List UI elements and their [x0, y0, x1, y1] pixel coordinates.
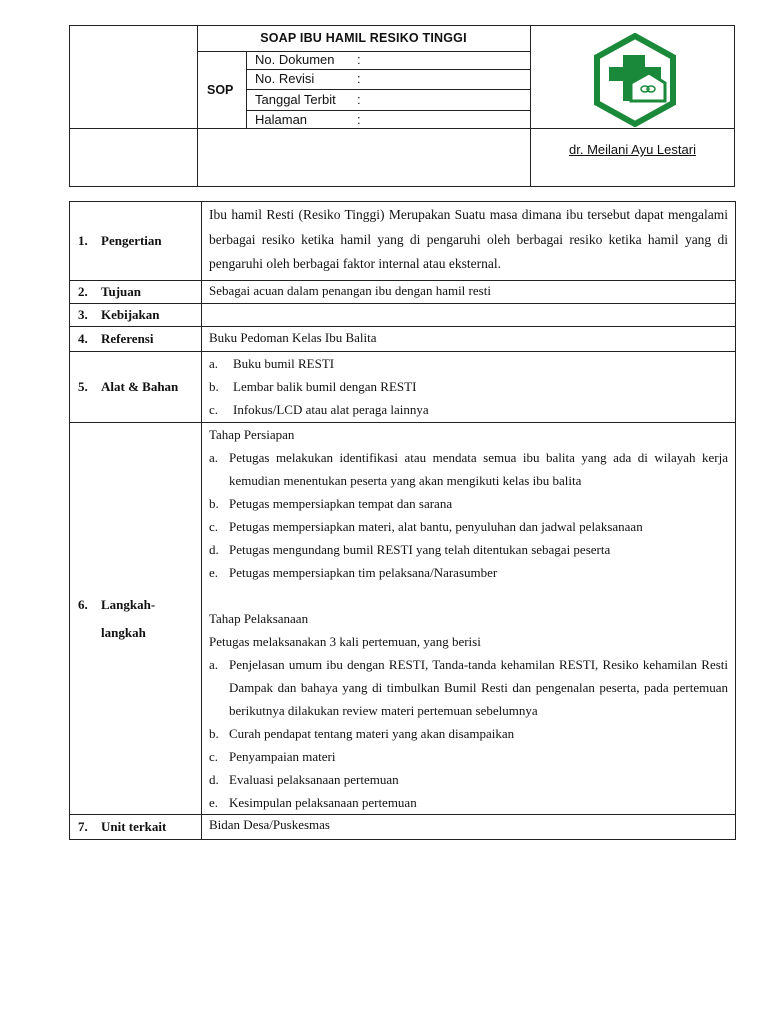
table-row — [70, 304, 736, 327]
row-label-cell — [70, 202, 202, 281]
table-row — [70, 281, 736, 304]
row-label-cell — [70, 327, 202, 352]
row-label: Unit terkait — [101, 819, 167, 834]
section-intro: Petugas melaksanakan 3 kali pertemuan, yang berisi — [209, 634, 481, 649]
field-separator: : — [357, 71, 361, 86]
field-separator: : — [357, 92, 361, 107]
row-content-cell — [202, 815, 736, 840]
row-label: Langkah- — [101, 596, 156, 612]
header-divider — [246, 69, 530, 70]
row-label: Kebijakan — [101, 307, 160, 322]
row-number: 6. — [78, 596, 88, 612]
row-number: 5. — [78, 379, 88, 394]
list-item: c. Infokus/LCD atau alat peraga lainnya — [209, 402, 429, 417]
purpose-text: Sebagai acuan dalam penangan ibu dengan hamil resti — [209, 283, 491, 298]
field-label: No. Revisi — [255, 71, 315, 86]
table-row — [70, 202, 736, 281]
row-number: 3. — [78, 307, 88, 322]
header-divider — [70, 128, 734, 129]
row-content-cell — [202, 352, 736, 423]
row-number: 7. — [78, 819, 88, 834]
table-row — [70, 423, 736, 815]
field-label: Tanggal Terbit — [255, 92, 336, 107]
row-content-cell — [202, 423, 736, 815]
field-separator: : — [357, 52, 361, 67]
section-title: Tahap Pelaksanaan — [209, 611, 309, 626]
field-label: Halaman — [255, 112, 308, 127]
list-item: a. Penjelasan umum ibu dengan RESTI, Tanda-tanda kehamilan RESTI, Resiko kehamilan Resti Dampak dan bahaya yang di timbulkan Bumil Resti dan pengenalan peserta, pada pertemuan berikutnya dilakukan review materi pertemuan sebelumnya — [209, 657, 728, 718]
header-divider — [246, 110, 530, 111]
list-item: b. Petugas mempersiapkan tempat dan sarana — [209, 496, 453, 511]
definition-text: Ibu hamil Resti (Resiko Tinggi) Merupakan Suatu masa dimana ibu tersebut dapat mengalami berbagai resiko ketika hamil yang di pengaruhi oleh berbagai resiko ketika hamil yang di pengaruhi oleh berbagai faktor internal atau eksternal. — [209, 207, 728, 271]
list-item: d. Evaluasi pelaksanaan pertemuan — [209, 772, 399, 787]
field-label: No. Dokumen — [255, 52, 335, 67]
list-item: a. Petugas melakukan identifikasi atau mendata semua ibu balita yang ada di wilayah kerja kemudian menentukan peserta yang akan mengikuti kelas ibu balita — [209, 450, 728, 488]
section-title: Tahap Persiapan — [209, 427, 295, 442]
reference-text: Buku Pedoman Kelas Ibu Balita — [209, 330, 377, 345]
row-label-cell — [70, 304, 202, 327]
field-separator: : — [357, 112, 361, 127]
signatory-name: dr. Meilani Ayu Lestari — [569, 142, 696, 157]
list-item: b. Lembar balik bumil dengan RESTI — [209, 379, 417, 394]
puskesmas-logo-icon — [593, 33, 677, 127]
list-item: b. Curah pendapat tentang materi yang akan disampaikan — [209, 726, 515, 741]
list-item: c. Penyampaian materi — [209, 749, 336, 764]
row-content-cell — [202, 202, 736, 281]
table-row — [70, 327, 736, 352]
row-content-cell — [202, 304, 736, 327]
row-content-cell — [202, 327, 736, 352]
sop-content-table — [69, 201, 736, 840]
row-label: Pengertian — [101, 233, 162, 248]
row-label-cell — [70, 281, 202, 304]
row-label: Referensi — [101, 331, 154, 346]
row-label-cell — [70, 423, 202, 815]
table-row — [70, 815, 736, 840]
header-divider — [246, 89, 530, 90]
row-number: 4. — [78, 331, 88, 346]
sop-label: SOP — [207, 83, 234, 97]
row-label: Tujuan — [101, 284, 141, 299]
header-divider — [197, 26, 198, 186]
list-item: e. Kesimpulan pelaksanaan pertemuan — [209, 795, 417, 810]
row-label-cell — [70, 815, 202, 840]
row-label: Alat & Bahan — [101, 379, 179, 394]
related-unit-text: Bidan Desa/Puskesmas — [209, 817, 330, 832]
row-label: langkah — [101, 624, 146, 640]
header-divider — [246, 51, 247, 128]
row-label-cell — [70, 352, 202, 423]
list-item: c. Petugas mempersiapkan materi, alat bantu, penyuluhan dan jadwal pelaksanaan — [209, 519, 643, 534]
header-divider — [530, 26, 531, 186]
list-item: e. Petugas mempersiapkan tim pelaksana/Narasumber — [209, 565, 498, 580]
row-content-cell — [202, 281, 736, 304]
document-title: SOAP IBU HAMIL RESIKO TINGGI — [260, 31, 467, 45]
list-item: a. Buku bumil RESTI — [209, 356, 335, 371]
list-item: d. Petugas mengundang bumil RESTI yang telah ditentukan sebagai peserta — [209, 542, 611, 557]
row-number: 1. — [78, 233, 88, 248]
row-number: 2. — [78, 284, 88, 299]
sop-header-table — [69, 25, 735, 187]
table-row — [70, 352, 736, 423]
